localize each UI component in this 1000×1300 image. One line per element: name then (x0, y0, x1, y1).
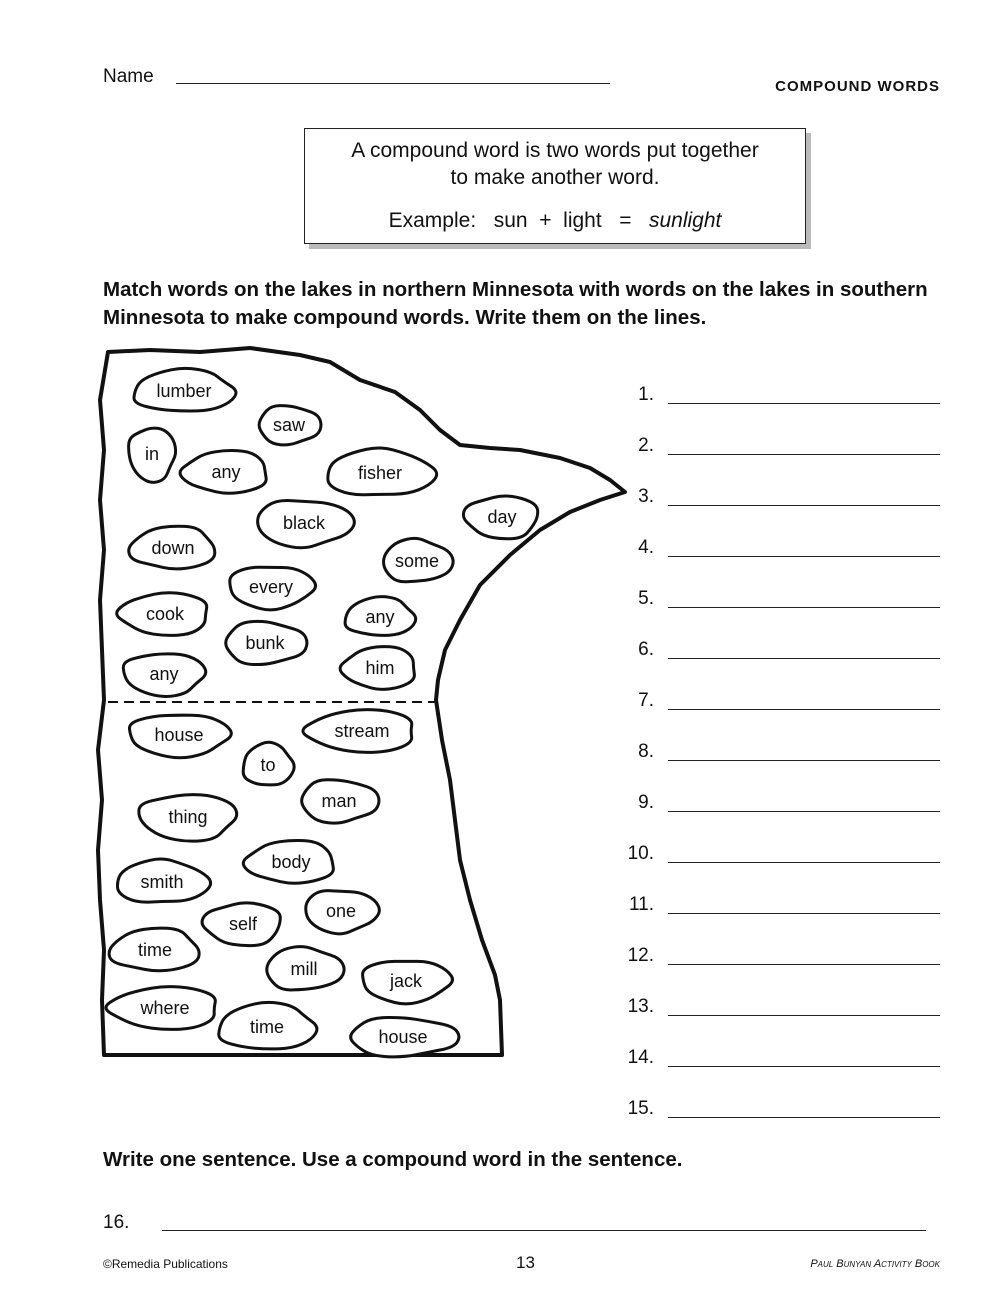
example-result: sunlight (648, 209, 722, 232)
north-lake-word: day (487, 507, 517, 527)
south-lake-word: body (271, 852, 311, 872)
north-lake-word: black (282, 513, 326, 533)
north-lake (258, 501, 355, 548)
answer-row (620, 639, 940, 669)
south-lake-word: man (321, 791, 357, 811)
answer-number: 6. (638, 639, 654, 660)
south-lake (363, 961, 453, 1004)
answer-row (620, 486, 940, 516)
south-lake (302, 780, 379, 823)
south-lake (219, 1002, 317, 1048)
example-plus: + (539, 209, 552, 232)
answer-row (620, 843, 940, 873)
north-lake-word: any (211, 462, 241, 482)
answer-row (620, 1098, 940, 1128)
north-lake-word: bunk (245, 633, 285, 653)
south-lake (243, 742, 294, 785)
north-lake-word: some (394, 551, 440, 571)
question-16-number: 16. (103, 1212, 130, 1233)
definition-line-1: A compound word is two words put together (351, 139, 759, 162)
south-lake-word: stream (334, 721, 390, 741)
example-label: Example: (388, 209, 477, 232)
south-lake-word: jack (389, 971, 423, 991)
answer-number: 3. (638, 486, 654, 507)
answer-line[interactable] (668, 607, 940, 608)
north-lake (129, 526, 215, 569)
north-lake-word: in (144, 444, 160, 464)
question-16-line[interactable] (162, 1230, 926, 1231)
answer-row (620, 894, 940, 924)
south-lake (106, 987, 215, 1030)
north-lake (384, 538, 454, 581)
answer-line[interactable] (668, 913, 940, 914)
south-lake (303, 710, 412, 753)
answer-number: 13. (627, 996, 654, 1017)
north-lake-word: any (149, 664, 179, 684)
south-lake-word: house (378, 1027, 428, 1047)
answer-number: 15. (627, 1098, 654, 1119)
answer-line[interactable] (668, 709, 940, 710)
south-lake (267, 947, 344, 990)
south-lake (129, 715, 231, 758)
south-lake-word: thing (168, 807, 208, 827)
answer-number: 4. (638, 537, 654, 558)
answer-line[interactable] (668, 760, 940, 761)
south-lake (202, 903, 280, 946)
north-lake-word: him (365, 658, 395, 678)
south-lake-word: one (325, 901, 357, 921)
answer-line[interactable] (668, 1015, 940, 1016)
answer-line[interactable] (668, 862, 940, 863)
north-lake (328, 448, 437, 495)
answer-line[interactable] (668, 658, 940, 659)
answer-row (620, 741, 940, 771)
answer-row (620, 996, 940, 1026)
south-lake-word: smith (140, 872, 184, 892)
answer-line[interactable] (668, 1066, 940, 1067)
south-lake (351, 1017, 459, 1056)
answer-number: 11. (628, 894, 654, 915)
south-lake (117, 859, 210, 902)
answer-line[interactable] (668, 454, 940, 455)
sentence-instruction: Write one sentence. Use a compound word in the sentence. (103, 1148, 683, 1171)
answer-number: 7. (638, 690, 654, 711)
north-lake-word: any (365, 607, 395, 627)
north-lake-word: fisher (357, 463, 403, 483)
north-lake (259, 406, 321, 445)
north-lake (340, 647, 414, 690)
answer-row (620, 1047, 940, 1077)
north-lake-word: lumber (156, 381, 212, 401)
north-lake-word: every (248, 577, 294, 597)
north-lake (230, 567, 316, 610)
north-lake (134, 368, 236, 411)
answer-line[interactable] (668, 811, 940, 812)
south-lake (139, 795, 237, 842)
answer-number: 12. (627, 945, 654, 966)
footer-publisher: ©Remedia Publications (103, 1257, 228, 1271)
north-lake-word: cook (145, 604, 185, 624)
north-lake (180, 451, 266, 494)
answer-row (620, 435, 940, 465)
definition-line-2: to make another word. (450, 166, 660, 189)
south-lake-word: house (154, 725, 204, 745)
answer-row (620, 690, 940, 720)
south-lake-word: time (137, 940, 173, 960)
answer-number: 1. (638, 384, 654, 405)
answer-row (620, 384, 940, 414)
example-word-a: sun (493, 209, 528, 232)
page-number: 13 (516, 1253, 535, 1272)
north-lake (463, 496, 537, 539)
north-lake (123, 654, 205, 697)
answer-row (620, 792, 940, 822)
south-lake-word: where (140, 998, 190, 1018)
example-word-b: light (563, 209, 602, 232)
south-lake-word: mill (290, 959, 318, 979)
north-lake (117, 593, 207, 636)
example-equals: = (619, 209, 632, 232)
answer-line[interactable] (668, 505, 940, 506)
south-lake (109, 928, 199, 971)
page-title: COMPOUND WORDS (775, 78, 940, 95)
south-lake (243, 840, 333, 883)
answer-number: 2. (638, 435, 654, 456)
north-lake (226, 621, 307, 664)
south-lake-word: time (249, 1017, 285, 1037)
answer-row (620, 588, 940, 618)
answer-line[interactable] (668, 1117, 940, 1118)
footer-book-title: Paul Bunyan Activity Book (810, 1258, 940, 1270)
answer-number: 8. (638, 741, 654, 762)
answer-row (620, 537, 940, 567)
south-lake-word: self (228, 914, 258, 934)
south-lake-word: to (260, 755, 276, 775)
answer-line[interactable] (668, 556, 940, 557)
answer-number: 5. (638, 588, 654, 609)
answer-row (620, 945, 940, 975)
answer-line[interactable] (668, 403, 940, 404)
answer-number: 14. (627, 1047, 654, 1068)
north-lake-word: down (151, 538, 195, 558)
answer-number: 10. (627, 843, 654, 864)
answer-line[interactable] (668, 964, 940, 965)
answer-number: 9. (638, 792, 654, 813)
north-lake-word: saw (272, 415, 306, 435)
instruction-text: Match words on the lakes in northern Minnesota with words on the lakes in southern Minnesota to make compound words. Write them on the lines. (103, 278, 928, 329)
name-label: Name (103, 66, 154, 87)
south-lake (306, 891, 380, 934)
north-lake (129, 428, 176, 482)
north-lake (345, 597, 416, 636)
